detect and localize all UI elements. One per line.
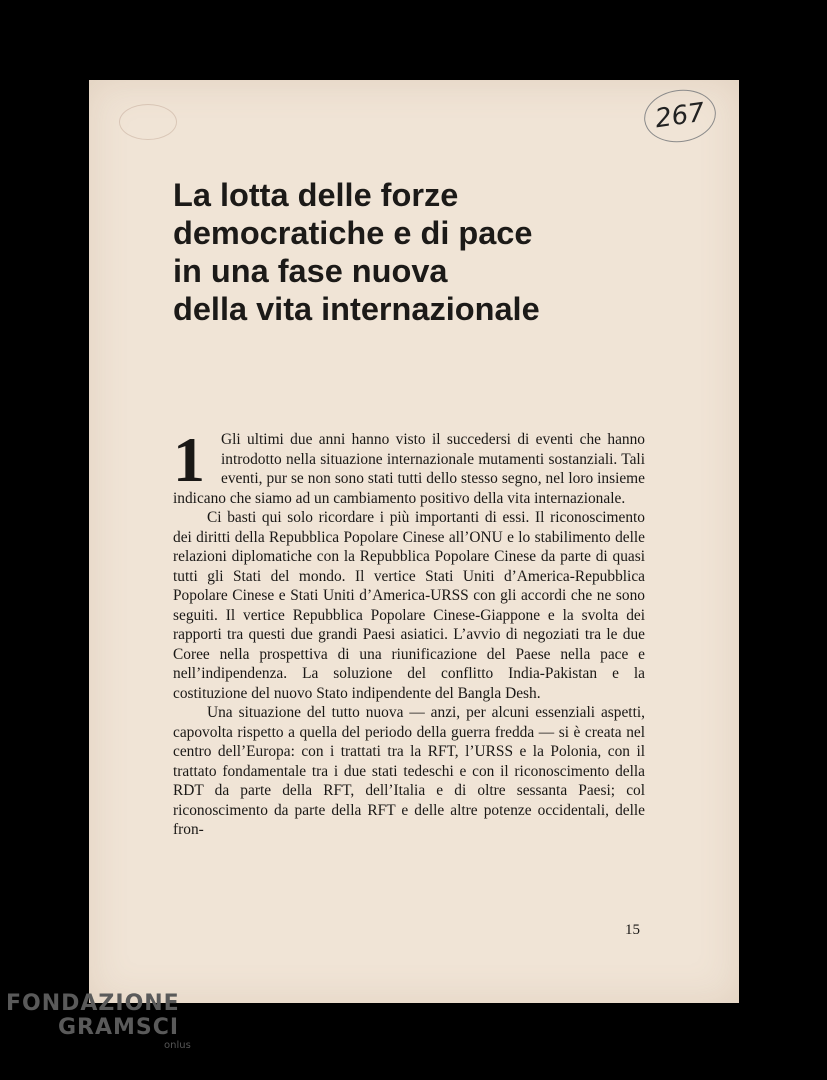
title-line: in una fase nuova — [173, 253, 448, 289]
logo-line-2: GRAMSCI — [58, 1015, 180, 1040]
paragraph: Una situazione del tutto nuova — anzi, per alcuni essenziali aspetti, capovolta rispetto a quella del periodo della guerra fredda — si è creata nel centro dell’Europa: con i trattati tra la RFT, l’URSS e la Polonia, con il trattato fondamentale tra i due stati tedeschi e con il riconoscimento della RDT da parte della RFT, dell’Italia e di oltre sessanta Paesi; col riconoscimento da parte della RFT e delle altre potenze occidentali, delle fron- — [173, 704, 645, 838]
chapter-title — [173, 176, 643, 328]
faded-stamp-mark — [119, 104, 177, 140]
fondazione-gramsci-logo — [6, 992, 191, 1052]
body-text — [173, 424, 645, 840]
section-number-dropcap: 1 — [173, 424, 205, 495]
logo-line-1: FONDAZIONE — [6, 991, 180, 1016]
title-line: democratiche e di pace — [173, 215, 533, 251]
paragraph: Gli ultimi due anni hanno visto il succedersi di eventi che hanno introdotto nella situazione internazionale mutamenti sostanziali. Tali eventi, pur se non sono stati tutti dello stesso segno, nel loro insieme indicano che siamo ad un cambiamento positivo della vita internazionale. — [173, 431, 645, 507]
title-line: della vita internazionale — [173, 291, 540, 327]
paragraph: Ci basti qui solo ricordare i più importanti di essi. Il riconoscimento dei diritti della Repubblica Popolare Cinese all’ONU e lo stabilimento delle relazioni diplomatiche con la Repubblica Popolare Cinese da parte di quasi tutti gli Stati del mondo. Il vertice Stati Uniti d’America-Repubblica Popolare Cinese e Stati Uniti d’America-URSS con gli accordi che ne sono seguiti. Il vertice Repubblica Popolare Cinese-Giappone e la svolta dei rapporti tra questi due grandi Paesi asiatici. L’avvio di negoziati tra le due Coree nella prospettiva di una riunificazione del Paese nella pace e nell’indipendenza. La soluzione del conflitto India-Pakistan e la costituzione del nuovo Stato indipendente del Bangla Desh. — [173, 509, 645, 702]
page-number: 15 — [625, 922, 640, 938]
logo-line-3: onlus — [164, 1040, 191, 1051]
title-line: La lotta delle forze — [173, 177, 459, 213]
document-page — [89, 80, 739, 1003]
archive-number-stamp: 267 — [641, 85, 720, 147]
